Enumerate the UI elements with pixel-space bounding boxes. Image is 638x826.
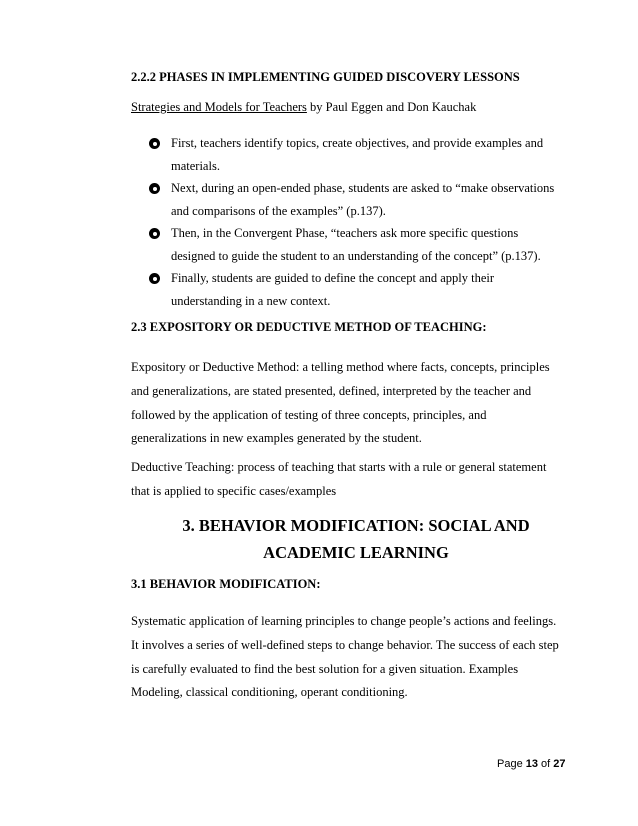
total-pages-number: 27 xyxy=(553,758,566,770)
book-byline: by Paul Eggen and Don Kauchak xyxy=(306,100,477,114)
list-item xyxy=(149,267,559,312)
behavior-modification-paragraph: Systematic application of learning principles to change people’s actions and feelings. It involves a series of well-defined steps to change behavior. The success of each step is carefully evaluated to find the best solution for a given situation. Examples Modeling, classical conditioning, operant conditioning. xyxy=(131,614,559,700)
list-item-text: Next, during an open-ended phase, students are asked to “make observations and comparisons of the examples” (p.137). xyxy=(171,181,555,218)
of-label: of xyxy=(538,758,554,770)
section-2-2-2-heading: 2.2.2 PHASES IN IMPLEMENTING GUIDED DISCOVERY LESSONS xyxy=(131,70,520,84)
section-3-1-heading: 3.1 BEHAVIOR MODIFICATION: xyxy=(131,577,321,591)
deductive-teaching-paragraph: Deductive Teaching: process of teaching that starts with a rule or general statement that is applied to specific cases/examples xyxy=(131,460,547,498)
expository-method-paragraph: Expository or Deductive Method: a telling method where facts, concepts, principles and generalizations, are stated presented, defined, interpreted by the teacher and followed by the application of testing of three concepts, principles, and generalizations in new examples generated by the student. xyxy=(131,360,550,446)
page-label: Page xyxy=(497,758,526,770)
phases-list xyxy=(149,132,559,312)
bullet-icon xyxy=(149,273,160,284)
list-item-text: Then, in the Convergent Phase, “teachers ask more specific questions designed to guide the student to an understanding of the concept” (p.137). xyxy=(171,226,541,263)
list-item-text: Finally, students are guided to define the concept and apply their understanding in a new context. xyxy=(171,271,495,308)
section-3-heading: 3. BEHAVIOR MODIFICATION: SOCIAL AND ACADEMIC LEARNING xyxy=(182,516,530,562)
bullet-icon xyxy=(149,138,160,149)
list-item xyxy=(149,177,559,222)
section-2-3-heading: 2.3 EXPOSITORY OR DEDUCTIVE METHOD OF TEACHING: xyxy=(131,320,487,334)
bullet-icon xyxy=(149,183,160,194)
list-item xyxy=(149,132,559,177)
list-item-text: First, teachers identify topics, create objectives, and provide examples and materials. xyxy=(171,136,544,173)
page-number-footer xyxy=(497,758,566,770)
list-item xyxy=(149,222,559,267)
book-title: Strategies and Models for Teachers xyxy=(131,100,307,114)
bullet-icon xyxy=(149,228,160,239)
source-citation xyxy=(131,100,476,115)
current-page-number: 13 xyxy=(525,758,538,770)
